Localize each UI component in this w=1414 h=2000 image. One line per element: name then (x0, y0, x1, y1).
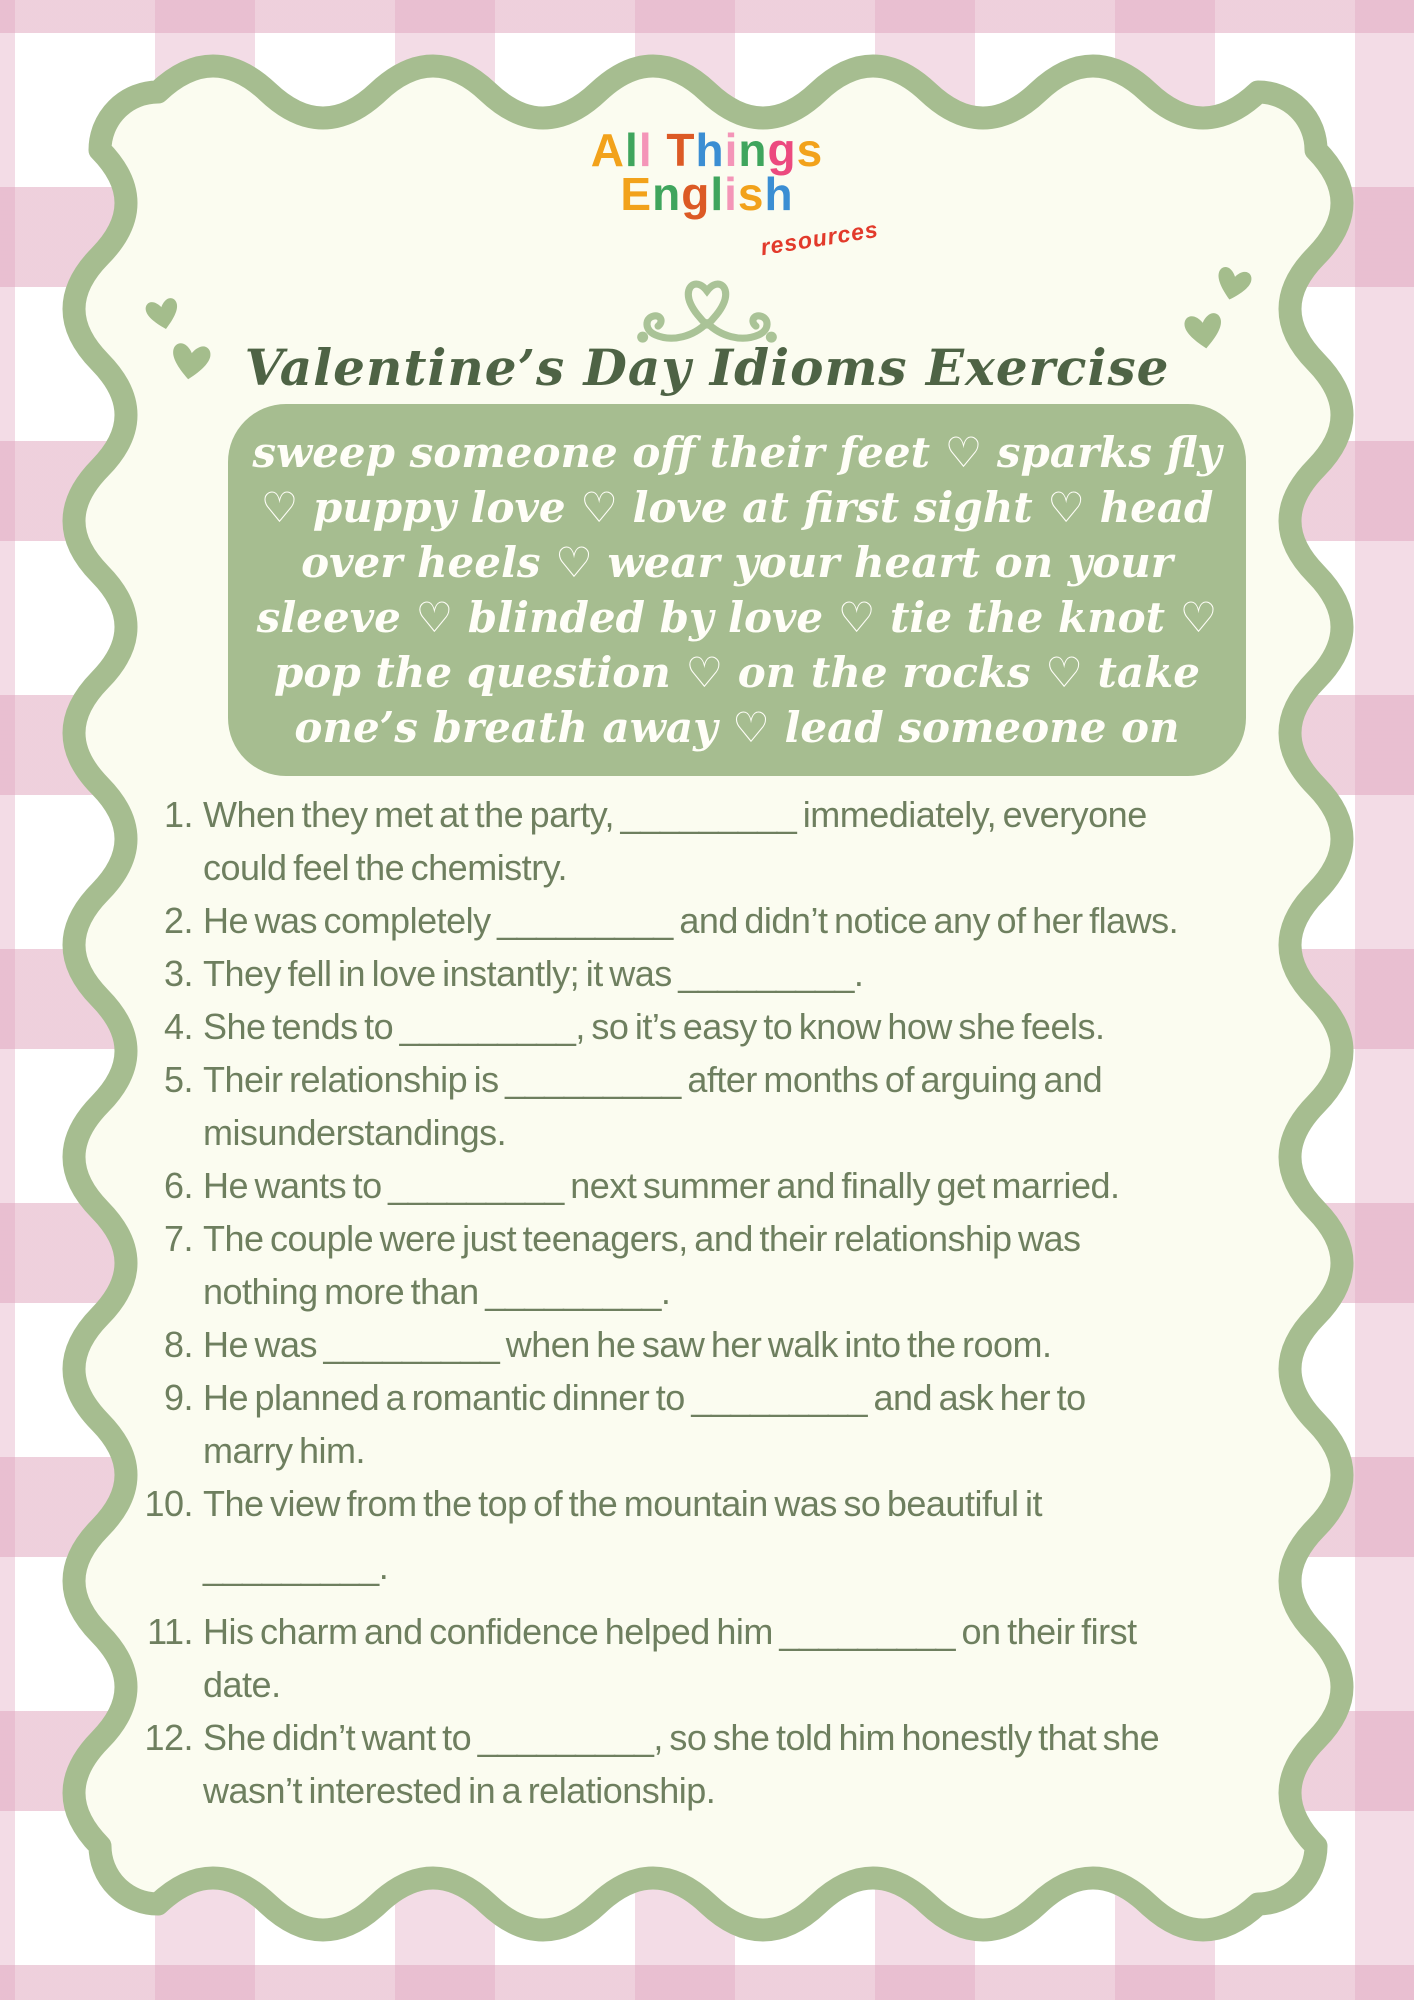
exercise-item-9 (135, 1371, 1275, 1477)
item-number: 3. (163, 953, 193, 994)
item-number: 1. (163, 794, 193, 835)
exercise-list (135, 788, 1275, 1817)
item-number: 7. (163, 1218, 193, 1259)
idiom-bank-line: one’s breath away ♡ lead someone on (294, 703, 1180, 752)
item-text: She didn’t want to _________, so she told him honestly that she wasn’t interested in a relationship. (203, 1717, 1160, 1811)
item-number: 2. (163, 900, 193, 941)
exercise-item-8 (135, 1318, 1275, 1371)
item-text: She tends to _________, so it’s easy to know how she feels. (203, 1006, 1105, 1047)
item-number: 5. (163, 1059, 193, 1100)
exercise-item-10 (135, 1477, 1275, 1593)
exercise-item-6 (135, 1159, 1275, 1212)
exercise-item-12 (135, 1711, 1275, 1817)
heart-icon (140, 292, 185, 337)
page-title: Valentine’s Day Idioms Exercise (244, 338, 1170, 397)
item-text: When they met at the party, _________ immediately, everyone could feel the chemistry. (203, 794, 1147, 888)
item-text: They fell in love instantly; it was _________. (203, 953, 864, 994)
idiom-bank-line: pop the question ♡ on the rocks ♡ take (274, 648, 1200, 697)
item-text: The couple were just teenagers, and their relationship was nothing more than _________. (203, 1218, 1081, 1312)
item-number: 4. (163, 1006, 193, 1047)
idiom-bank (228, 404, 1246, 776)
logo-line-2: English (620, 168, 794, 220)
exercise-item-7 (135, 1212, 1275, 1318)
item-text: He wants to _________ next summer and finally get married. (203, 1165, 1120, 1206)
item-text: He was completely _________ and didn’t notice any of her flaws. (203, 900, 1179, 941)
item-number: 10. (144, 1483, 193, 1524)
logo-tagline: resources (758, 215, 881, 261)
item-text: He was _________ when he saw her walk into the room. (203, 1324, 1052, 1365)
item-number: 11. (147, 1611, 193, 1652)
item-number: 8. (163, 1324, 193, 1365)
heart-icon (1209, 261, 1257, 309)
exercise-item-3 (135, 947, 1275, 1000)
exercise-item-1 (135, 788, 1275, 894)
exercise-item-11 (135, 1605, 1275, 1711)
exercise-item-5 (135, 1053, 1275, 1159)
idiom-bank-line: sweep someone off their feet ♡ sparks fly (252, 428, 1222, 477)
idiom-bank-line: sleeve ♡ blinded by love ♡ tie the knot ♡ (256, 593, 1218, 642)
item-text: The view from the top of the mountain was so beautiful it _________. (203, 1483, 1042, 1587)
idiom-bank-line: ♡ puppy love ♡ love at first sight ♡ head (260, 483, 1214, 532)
all-things-english-logo (0, 124, 1414, 261)
exercise-item-2 (135, 894, 1275, 947)
exercise-item-4 (135, 1000, 1275, 1053)
idiom-bank-line: over heels ♡ wear your heart on your (301, 538, 1173, 587)
logo-line-1: All Things (590, 124, 824, 176)
item-text: His charm and confidence helped him _________ on their first date. (203, 1611, 1137, 1705)
item-text: He planned a romantic dinner to _________ and ask her to marry him. (203, 1377, 1086, 1471)
item-number: 9. (163, 1377, 193, 1418)
item-number: 12. (144, 1717, 193, 1758)
item-text: Their relationship is _________ after months of arguing and misunderstandings. (203, 1059, 1103, 1153)
item-number: 6. (163, 1165, 193, 1206)
